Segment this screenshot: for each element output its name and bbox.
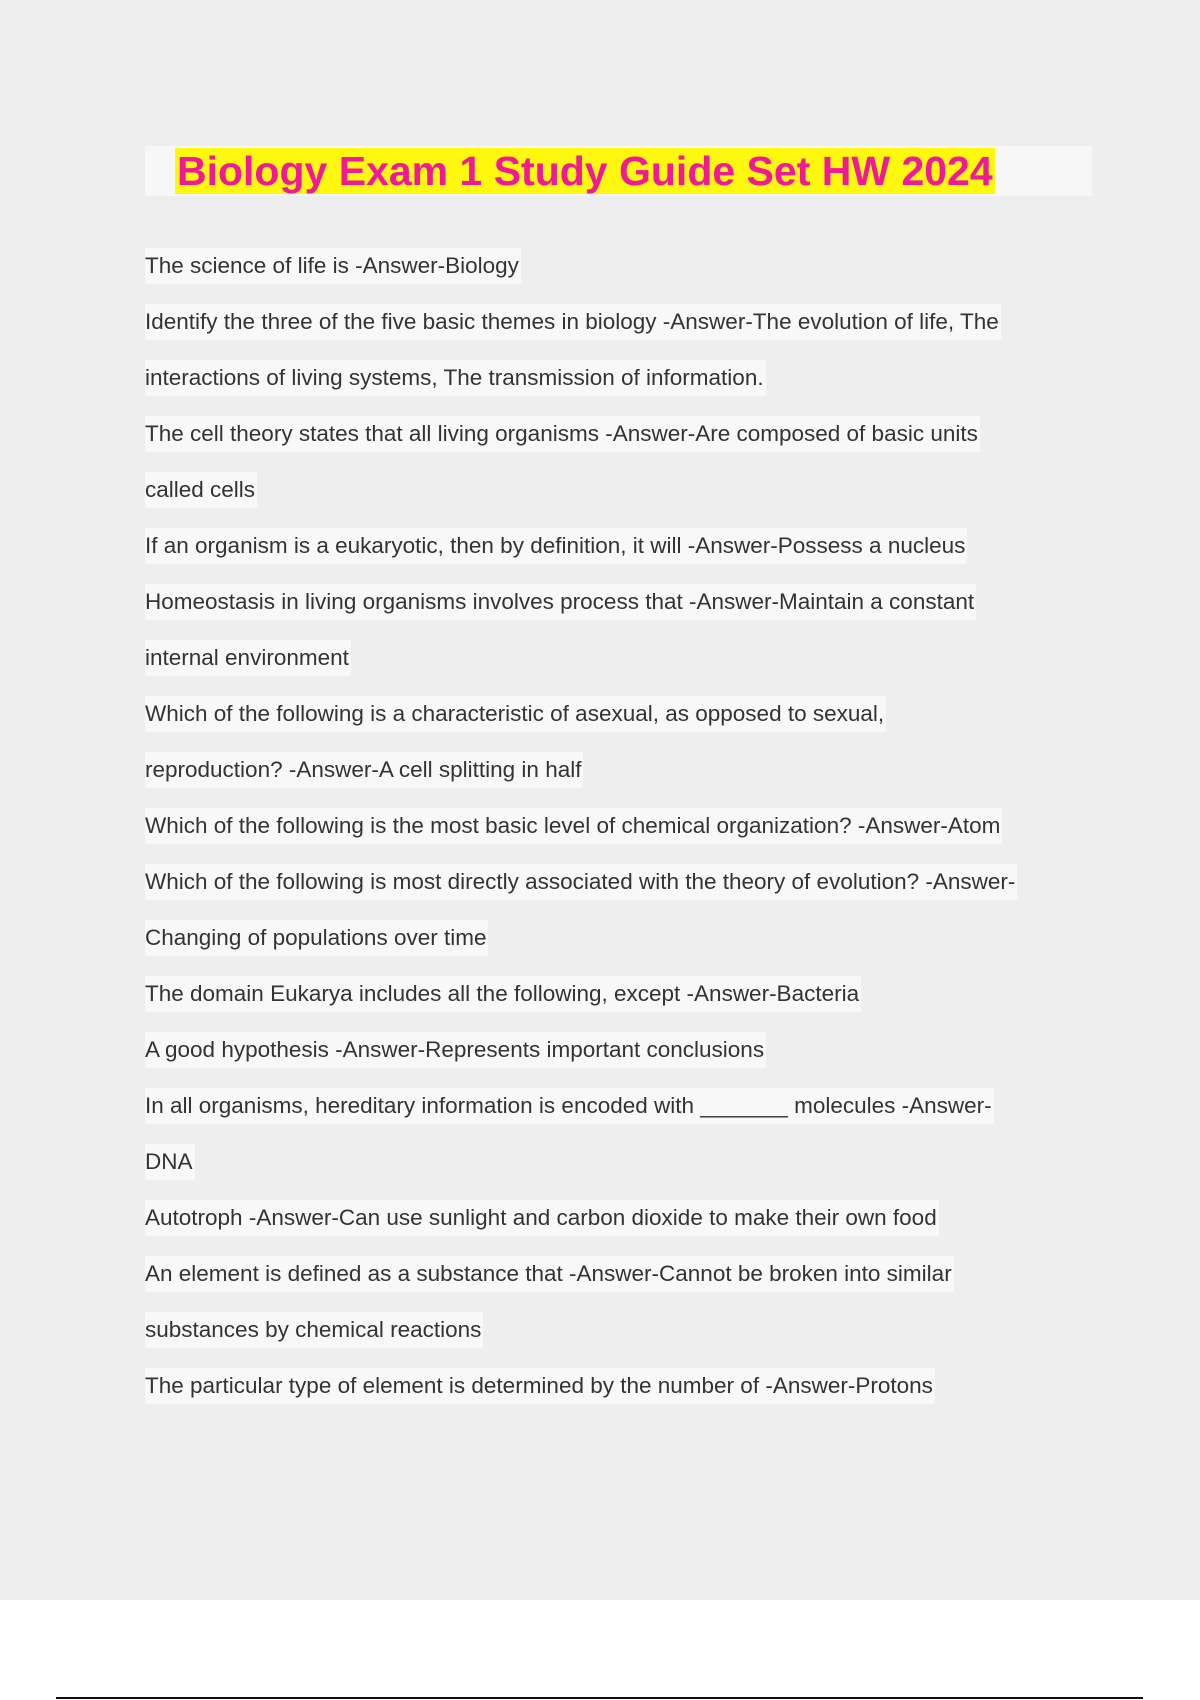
text-line-content: interactions of living systems, The transmission of information. [145,360,766,396]
text-line [145,976,1085,1032]
text-line-content: Which of the following is the most basic level of chemical organization? -Answer-Atom [145,808,1002,844]
text-line [145,472,1085,528]
text-line-content: reproduction? -Answer-A cell splitting in half [145,752,583,788]
study-guide-content [145,248,1085,1424]
text-line [145,808,1085,864]
text-line-content: Which of the following is a characteristic of asexual, as opposed to sexual, [145,696,886,732]
text-line [145,864,1085,920]
text-line-content: If an organism is a eukaryotic, then by definition, it will -Answer-Possess a nucleus [145,528,967,564]
text-line-content: The cell theory states that all living organisms -Answer-Are composed of basic units [145,416,980,452]
text-line [145,752,1085,808]
text-line-content: The particular type of element is determined by the number of -Answer-Protons [145,1368,935,1404]
text-line [145,360,1085,416]
text-line [145,1144,1085,1200]
text-line-content: substances by chemical reactions [145,1312,483,1348]
text-line-content: The domain Eukarya includes all the following, except -Answer-Bacteria [145,976,861,1012]
text-line-content: An element is defined as a substance that -Answer-Cannot be broken into similar [145,1256,954,1292]
text-line-content: Changing of populations over time [145,920,488,956]
text-line [145,1088,1085,1144]
text-line-content: Autotroph -Answer-Can use sunlight and carbon dioxide to make their own food [145,1200,939,1236]
text-line [145,416,1085,472]
text-line-content: Homeostasis in living organisms involves process that -Answer-Maintain a constant [145,584,976,620]
footer-divider [56,1697,1143,1699]
text-line-content: The science of life is -Answer-Biology [145,248,521,284]
document-title: Biology Exam 1 Study Guide Set HW 2024 [177,148,993,194]
text-line-content: DNA [145,1144,195,1180]
text-line [145,920,1085,976]
text-line [145,304,1085,360]
text-line-content: Identify the three of the five basic themes in biology -Answer-The evolution of life, The [145,304,1001,340]
text-line [145,1312,1085,1368]
text-line-content: In all organisms, hereditary information is encoded with _______ molecules -Answer- [145,1088,994,1124]
text-line-content: Which of the following is most directly associated with the theory of evolution? -Answer- [145,864,1017,900]
text-line [145,1200,1085,1256]
text-line [145,1368,1085,1424]
text-line-content: called cells [145,472,257,508]
text-line [145,1256,1085,1312]
text-line [145,584,1085,640]
text-line [145,640,1085,696]
text-line-content: internal environment [145,640,351,676]
text-line [145,528,1085,584]
text-line [145,248,1085,304]
text-line-content: A good hypothesis -Answer-Represents important conclusions [145,1032,766,1068]
text-line [145,696,1085,752]
text-line [145,1032,1085,1088]
